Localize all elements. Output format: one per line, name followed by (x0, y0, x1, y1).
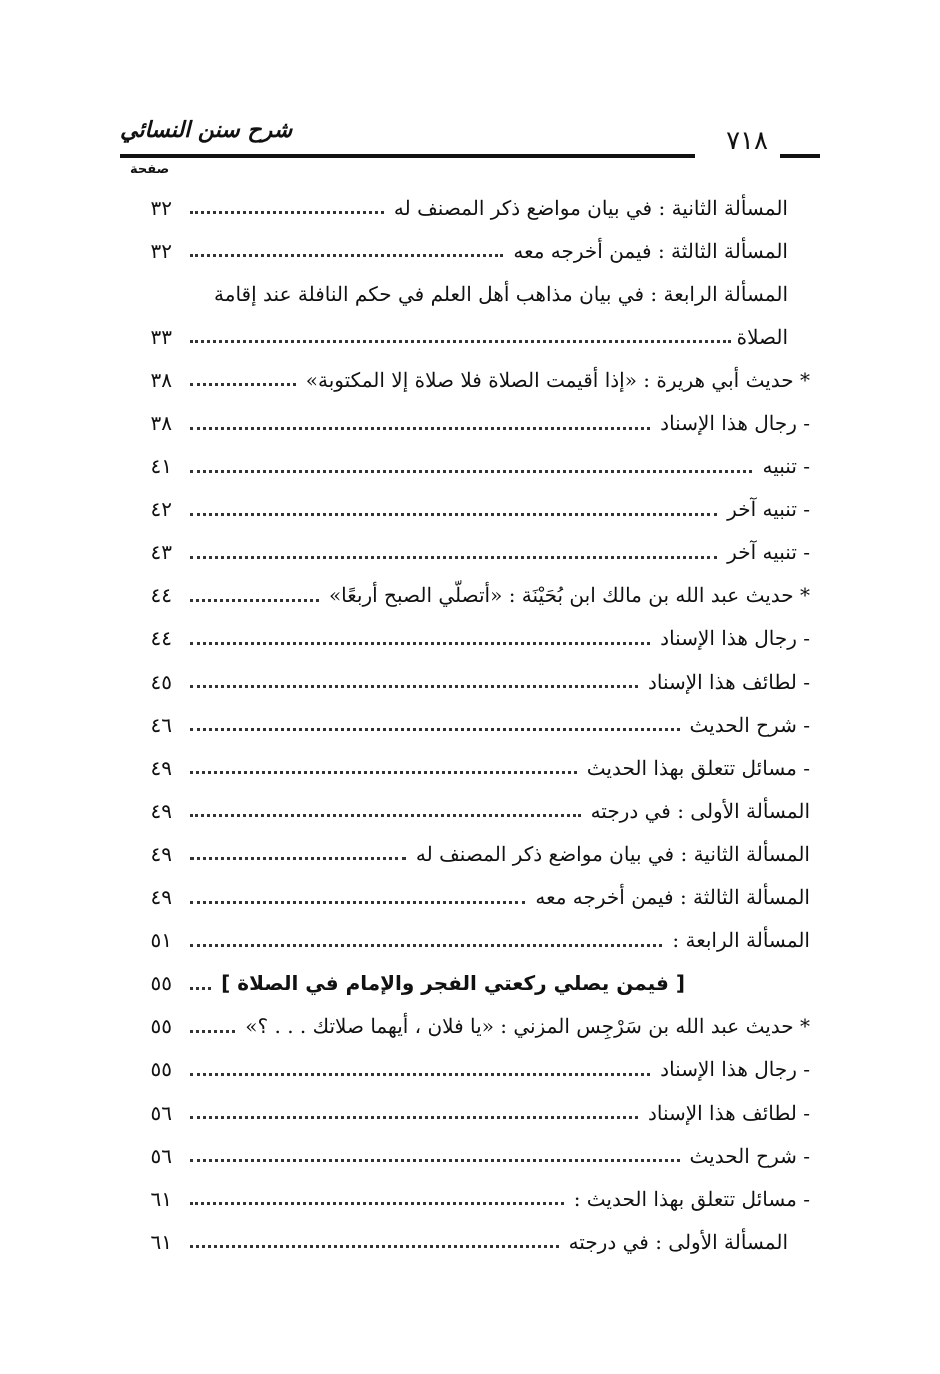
toc-entry (130, 746, 810, 789)
toc-entry-page: ٤٩ (150, 885, 172, 910)
toc-entry-title: * حديث عبد الله بن سَرْجِس المزني : «يا فلان ، أيهما صلاتك . . . ؟» (245, 1014, 810, 1039)
dot-leader (190, 728, 680, 731)
toc-entry (130, 315, 810, 358)
toc-entry-page: ٤٦ (150, 712, 172, 737)
dot-leader (190, 987, 211, 990)
dot-leader (190, 685, 638, 688)
toc-entry (130, 1048, 810, 1091)
toc-entry (130, 358, 810, 401)
dot-leader (190, 814, 581, 817)
toc-entry-page: ٥٥ (150, 971, 172, 996)
toc-entry-title: * حديث أبي هريرة : «إذا أقيمت الصلاة فلا صلاة إلا المكتوبة» (305, 367, 810, 392)
toc-entry (130, 919, 810, 962)
toc-entry-page: ٤٤ (150, 626, 172, 651)
toc-entry-page: ٣٢ (150, 195, 172, 220)
page-header (120, 118, 820, 168)
toc-entry-title: - تنبيه آخر (727, 497, 810, 522)
book-title: شرح سنن النسائي (120, 118, 293, 143)
toc-entry (130, 531, 810, 574)
toc-entry-title: - شرح الحديث (689, 1143, 810, 1168)
toc-entry-title: - تنبيه (762, 454, 810, 479)
toc-entry-title: - رجال هذا الإسناد (660, 1057, 810, 1082)
dot-leader (190, 383, 296, 386)
toc-entry (130, 1134, 810, 1177)
dot-leader (190, 340, 731, 343)
toc-entry-page: ٥٦ (150, 1143, 172, 1168)
toc-entry-title: الصلاة (736, 324, 788, 349)
toc-entry (130, 229, 810, 272)
toc-section-title: [ فيمن يصلي ركعتي الفجر والإمام في الصلاة ] (221, 971, 685, 996)
dot-leader (190, 1073, 650, 1076)
toc-entry-page: ٥٦ (150, 1100, 172, 1125)
toc-entry-page: ٥١ (150, 928, 172, 953)
toc-entry (130, 1091, 810, 1134)
dot-leader (190, 556, 717, 559)
toc-entry-title: - لطائف هذا الإسناد (647, 669, 810, 694)
page-column-label: صفحة (130, 162, 170, 177)
toc-entry-title: - شرح الحديث (689, 712, 810, 737)
toc-entry (130, 574, 810, 617)
toc-entry-page: ٣٨ (150, 367, 172, 392)
toc-entry-title: المسألة الرابعة : في بيان مذاهب أهل العلم في حكم النافلة عند إقامة (214, 281, 788, 306)
dot-leader (190, 513, 717, 516)
dot-leader (190, 1245, 559, 1248)
toc-entry (130, 1005, 810, 1048)
toc-entry (130, 488, 810, 531)
table-of-contents (130, 186, 810, 1263)
toc-entry (130, 660, 810, 703)
toc-entry (130, 186, 810, 229)
dot-leader (190, 470, 752, 473)
toc-entry-page: ٣٨ (150, 411, 172, 436)
toc-entry-page: ٤٥ (150, 669, 172, 694)
toc-entry-page: ٤٤ (150, 583, 172, 608)
toc-entry-page: ٤٩ (150, 841, 172, 866)
toc-entry-page: ٥٥ (150, 1014, 172, 1039)
dot-leader (190, 427, 650, 430)
toc-entry-page: ٣٢ (150, 238, 172, 263)
toc-entry-title: - لطائف هذا الإسناد (647, 1100, 810, 1125)
toc-entry-title: المسألة الثانية : في بيان مواضع ذكر المصنف له (393, 195, 788, 220)
dot-leader (190, 1159, 680, 1162)
toc-entry-page: ٦١ (150, 1186, 172, 1211)
toc-entry-page: ٤٩ (150, 755, 172, 780)
toc-entry-title: - رجال هذا الإسناد (660, 626, 810, 651)
dot-leader (190, 1202, 564, 1205)
toc-entry-title: - مسائل تتعلق بهذا الحديث (586, 755, 810, 780)
toc-entry-title: - مسائل تتعلق بهذا الحديث : (573, 1186, 810, 1211)
toc-entry-title: - رجال هذا الإسناد (660, 411, 810, 436)
toc-entry-title: المسألة الأولى : في درجته (590, 798, 810, 823)
toc-section-heading (130, 962, 810, 1005)
toc-entry (130, 401, 810, 444)
dot-leader (190, 857, 406, 860)
toc-entry-title: المسألة الأولى : في درجته (568, 1229, 788, 1254)
toc-entry (130, 832, 810, 875)
dot-leader (190, 642, 650, 645)
toc-entry-title: المسألة الثالثة : فيمن أخرجه معه (535, 885, 810, 910)
toc-entry (130, 1220, 810, 1263)
toc-entry-title: المسألة الثالثة : فيمن أخرجه معه (513, 238, 788, 263)
toc-entry (130, 272, 810, 315)
toc-entry-page: ٤٢ (150, 497, 172, 522)
toc-entry-page: ٣٣ (150, 324, 172, 349)
dot-leader (190, 1116, 638, 1119)
toc-entry (130, 703, 810, 746)
header-rule (120, 154, 695, 158)
dot-leader (190, 254, 503, 257)
dot-leader (190, 1030, 235, 1033)
toc-entry-page: ٤١ (150, 454, 172, 479)
toc-entry-page: ٦١ (150, 1229, 172, 1254)
header-rule-short (780, 154, 820, 158)
dot-leader (190, 211, 384, 214)
toc-entry-title: - تنبيه آخر (727, 540, 810, 565)
toc-entry (130, 445, 810, 488)
dot-leader (190, 901, 525, 904)
toc-entry (130, 617, 810, 660)
toc-entry (130, 789, 810, 832)
dot-leader (190, 944, 662, 947)
toc-entry-title: * حديث عبد الله بن مالك ابن بُحَيْنَة : «أتصلّي الصبح أربعًا» (328, 583, 810, 608)
toc-entry-page: ٤٩ (150, 798, 172, 823)
dot-leader (190, 771, 577, 774)
toc-entry-page: ٥٥ (150, 1057, 172, 1082)
toc-entry-title: المسألة الرابعة : (672, 928, 810, 953)
toc-entry (130, 876, 810, 919)
toc-entry-page: ٤٣ (150, 540, 172, 565)
toc-entry (130, 1177, 810, 1220)
toc-entry-title: المسألة الثانية : في بيان مواضع ذكر المصنف له (415, 841, 810, 866)
page-number: ٧١٨ (726, 126, 768, 156)
dot-leader (190, 599, 319, 602)
